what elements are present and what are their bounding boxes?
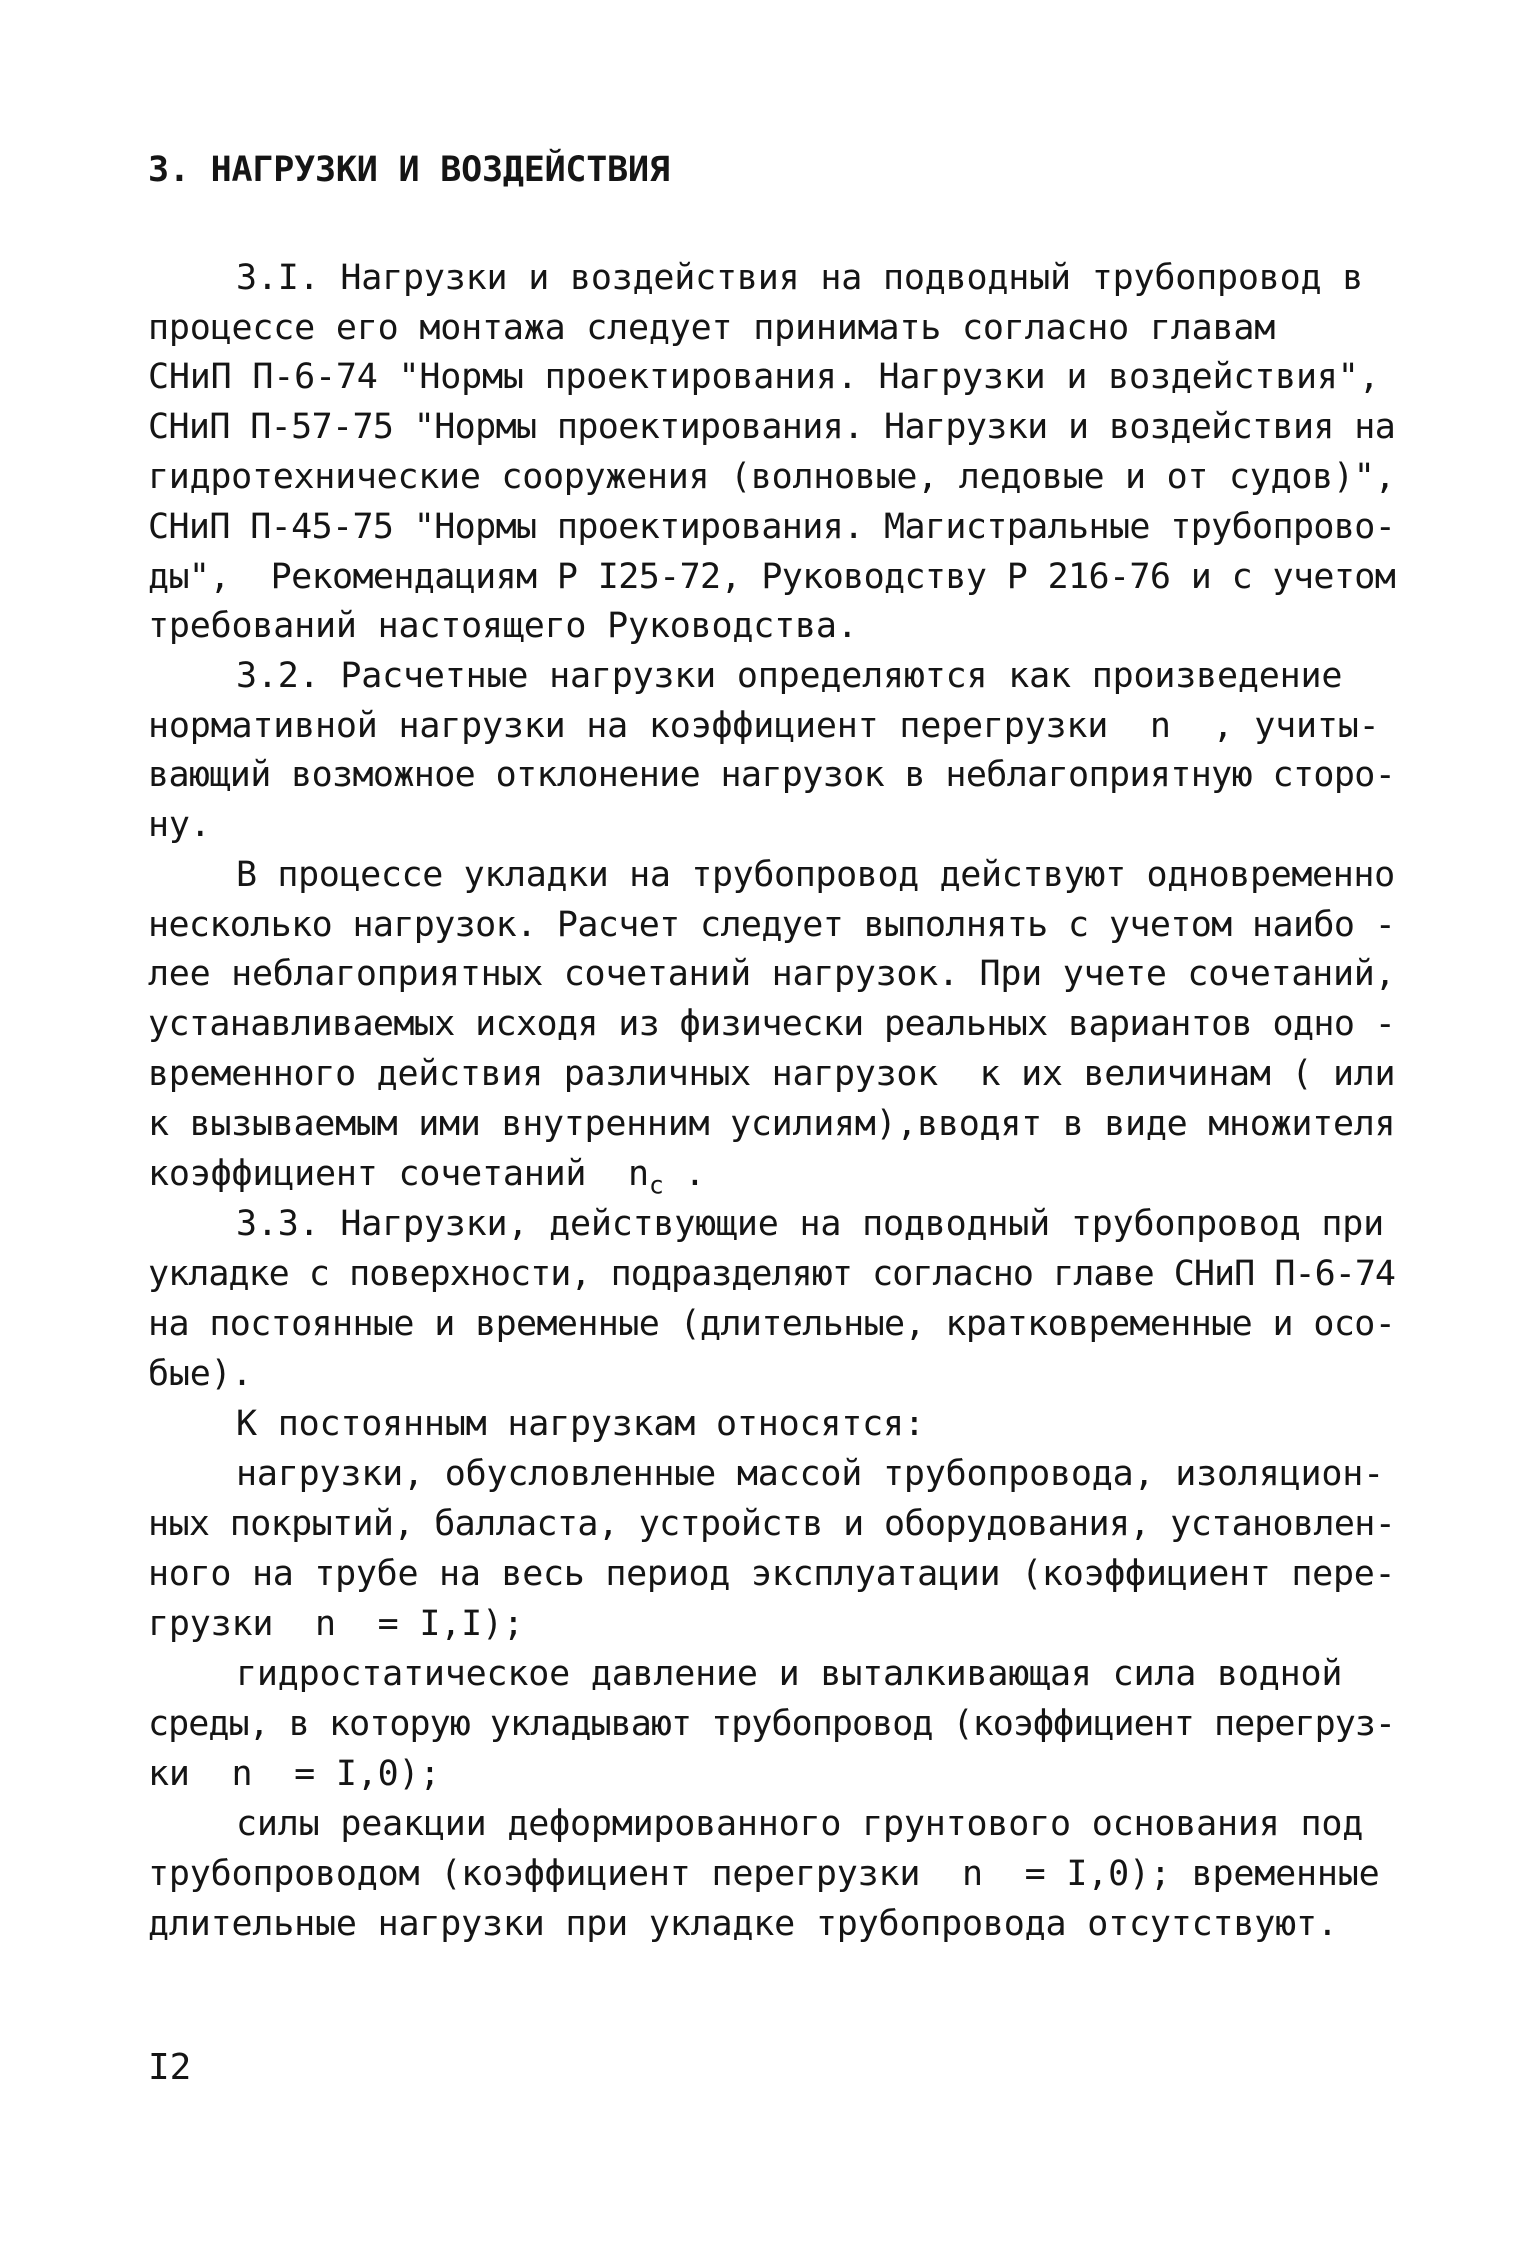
text-line: К постоянным нагрузкам относятся:	[236, 1404, 925, 1444]
section-title: 3. НАГРУЗКИ И ВОЗДЕЙСТВИЯ	[148, 150, 670, 190]
text-line: гидростатическое давление и выталкивающая сила водной	[236, 1654, 1343, 1694]
text-line: вающий возможное отклонение нагрузок в неблагоприятную сторо-	[148, 755, 1396, 795]
page-number: I2	[148, 2047, 192, 2088]
text-line: бые).	[148, 1354, 253, 1394]
text-line: временного действия различных нагрузок к их величинам ( или	[148, 1054, 1396, 1094]
text-line: процессе его монтажа следует принимать согласно главам	[148, 308, 1276, 348]
text-line: несколько нагрузок. Расчет следует выполнять с учетом наибо -	[148, 905, 1396, 945]
coefficient-text: коэффициент сочетаний n	[148, 1154, 649, 1194]
text-line: укладке с поверхности, подразделяют согласно главе СНиП П-6-74	[148, 1254, 1396, 1294]
text-line: силы реакции деформированного грунтового основания под	[236, 1804, 1364, 1844]
coefficient-subscript: c	[648, 1170, 664, 1200]
text-line: ных покрытий, балласта, устройств и оборудования, установлен-	[148, 1504, 1396, 1544]
text-line: 3.3. Нагрузки, действующие на подводный трубопровод при	[236, 1204, 1384, 1244]
text-line: устанавливаемых исходя из физически реальных вариантов одно -	[148, 1004, 1396, 1044]
text-line: нагрузки, обусловленные массой трубопровода, изоляцион-	[236, 1454, 1384, 1494]
text-line: гидротехнические сооружения (волновые, ледовые и от судов)",	[148, 457, 1396, 497]
text-line: В процессе укладки на трубопровод действуют одновременно	[236, 855, 1395, 895]
text-line: грузки n = I,I);	[148, 1604, 524, 1644]
text-line: нормативной нагрузки на коэффициент перегрузки n , учиты-	[148, 706, 1380, 746]
text-line: ну.	[148, 805, 211, 845]
text-line: к вызываемым ими внутренним усилиям),вводят в виде множителя	[148, 1104, 1396, 1144]
text-line: ки n = I,0);	[148, 1754, 441, 1794]
text-line: длительные нагрузки при укладке трубопровода отсутствуют.	[148, 1904, 1338, 1944]
text-line: требований настоящего Руководства.	[148, 606, 858, 646]
coefficient-tail: .	[663, 1154, 706, 1194]
text-line: ного на трубе на весь период эксплуатации (коэффициент пере-	[148, 1554, 1396, 1594]
text-line: 3.I. Нагрузки и воздействия на подводный трубопровод в	[236, 258, 1364, 298]
text-line: ды", Рекомендациям Р I25-72, Руководству Р 216-76 и с учетом	[148, 557, 1396, 597]
text-line: лее неблагоприятных сочетаний нагрузок. При учете сочетаний,	[148, 954, 1396, 994]
text-line: СНиП П-45-75 "Нормы проектирования. Магистральные трубопрово-	[148, 507, 1396, 547]
text-line: СНиП П-6-74 "Нормы проектирования. Нагрузки и воздействия",	[148, 357, 1380, 397]
text-line: среды, в которую укладывают трубопровод (коэффициент перегруз-	[148, 1704, 1396, 1744]
text-line: 3.2. Расчетные нагрузки определяются как произведение	[236, 656, 1343, 696]
text-line: СНиП П-57-75 "Нормы проектирования. Нагрузки и воздействия на	[148, 407, 1396, 447]
text-line: на постоянные и временные (длительные, кратковременные и осо-	[148, 1304, 1396, 1344]
text-line: трубопроводом (коэффициент перегрузки n = I,0); временные	[148, 1854, 1380, 1894]
